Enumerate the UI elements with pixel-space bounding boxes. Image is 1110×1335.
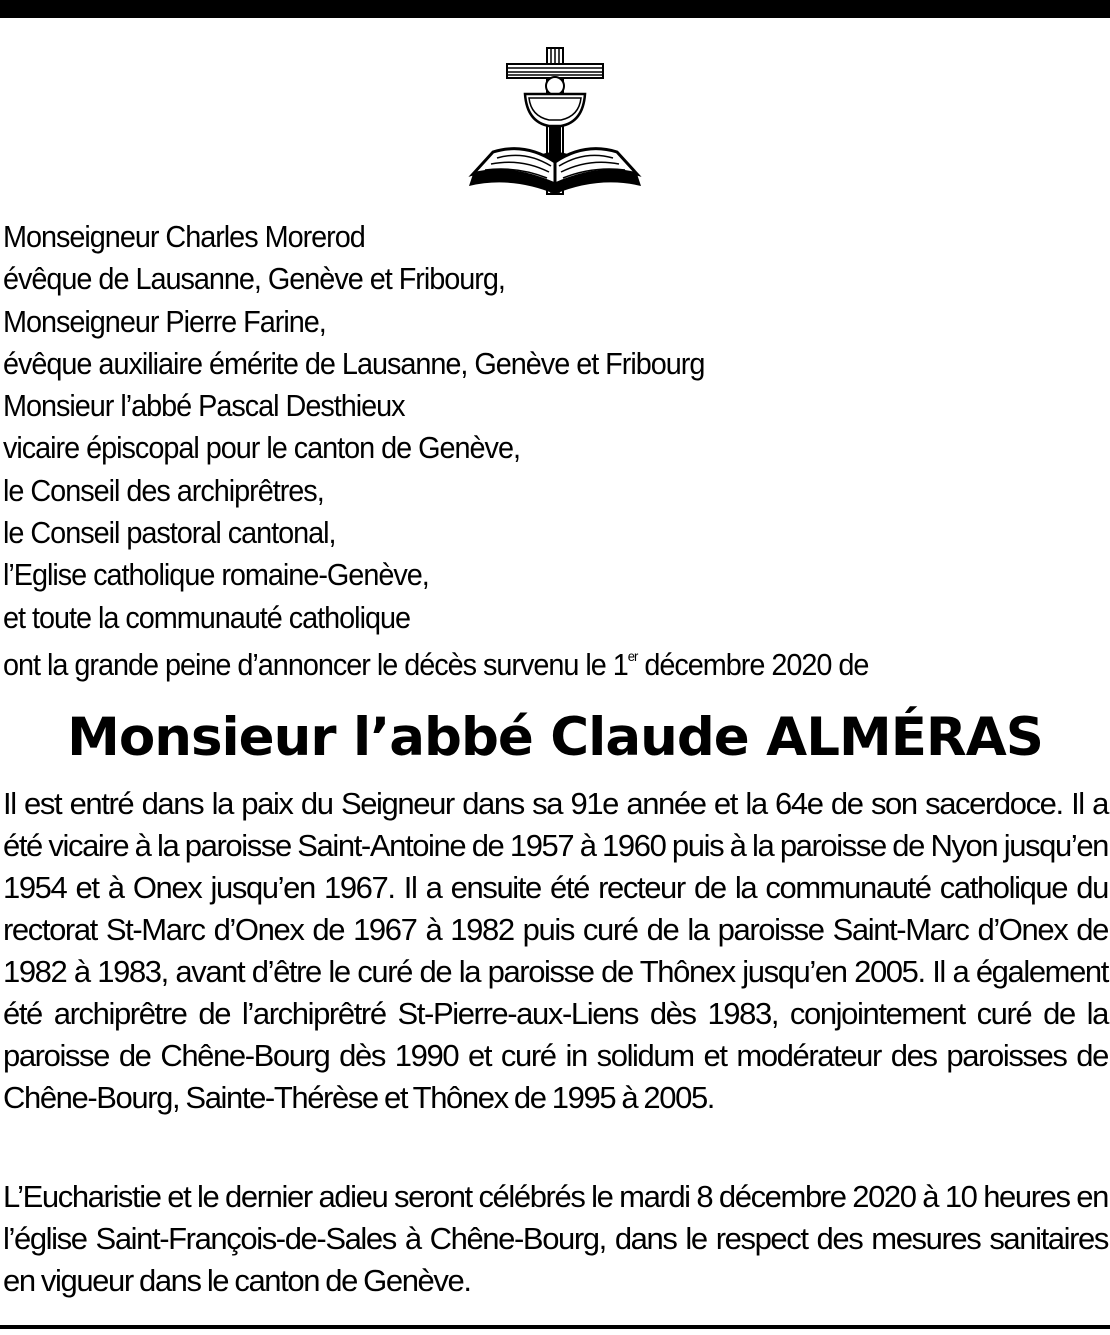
service-paragraph: L’Eucharistie et le dernier adieu seront célébrés le mardi 8 décembre 2020 à 10 heures en l’église Saint-François-de-Sales à Chêne-Bourg, dans le respect des mesures sanitaires en vigueur dans le canton de Genève. xyxy=(3,1179,1108,1298)
bottom-border xyxy=(0,1325,1110,1329)
biography-paragraph: Il est entré dans la paix du Seigneur dans sa 91e année et la 64e de son sacerdoce. Il a été vicaire à la paroisse Saint-Antoine de 1957 à 1960 puis à la paroisse de Nyon jusqu’en 1954 et à Onex jusqu’en 1967. Il a ensuite été recteur de la communauté catholique du rectorat St-Marc d’Onex de 1967 à 1982 puis curé de la paroisse Saint-Marc d’Onex de 1982 à 1983, avant d’être le curé de la paroisse de Thônex jusqu’en 2005. Il a également été archiprêtre de l’archiprêtré St-Pierre-aux-Liens dès 1983, conjointement curé de la paroisse de Chêne-Bourg dès 1990 et curé in solidum et modérateur des paroisses de Chêne-Bourg, Sainte-Thérèse et Thônex de 1995 à 2005. xyxy=(3,786,1108,1115)
sender-line: et toute la communauté catholique xyxy=(3,599,410,635)
announcement-date-text: décembre 2020 de xyxy=(637,647,869,682)
ordinal-suffix: er xyxy=(627,648,638,664)
host-icon xyxy=(546,77,564,95)
cross-chalice-bible-icon xyxy=(465,44,645,196)
sender-line: le Conseil des archiprêtres, xyxy=(3,472,324,508)
sender-line: Monsieur l’abbé Pascal Desthieux xyxy=(3,388,405,424)
senders-list xyxy=(3,216,1026,639)
deceased-name: Monsieur l’abbé Claude ALMÉRAS xyxy=(67,707,1043,768)
announcement-text: ont la grande peine d’annoncer le décès survenu le 1 xyxy=(3,647,628,682)
sender-line: vicaire épiscopal pour le canton de Genève, xyxy=(3,430,520,466)
sender-line: le Conseil pastoral cantonal, xyxy=(3,515,336,551)
sender-line: Monseigneur Pierre Farine, xyxy=(3,303,326,339)
top-border xyxy=(0,0,1110,18)
sender-line: l’Eglise catholique romaine-Genève, xyxy=(3,557,429,593)
announcement-line xyxy=(3,644,1110,686)
sender-line: évêque auxiliaire émérite de Lausanne, Genève et Fribourg xyxy=(3,345,705,381)
sender-line: Monseigneur Charles Morerod xyxy=(3,219,365,254)
sender-line: évêque de Lausanne, Genève et Fribourg, xyxy=(3,261,505,297)
